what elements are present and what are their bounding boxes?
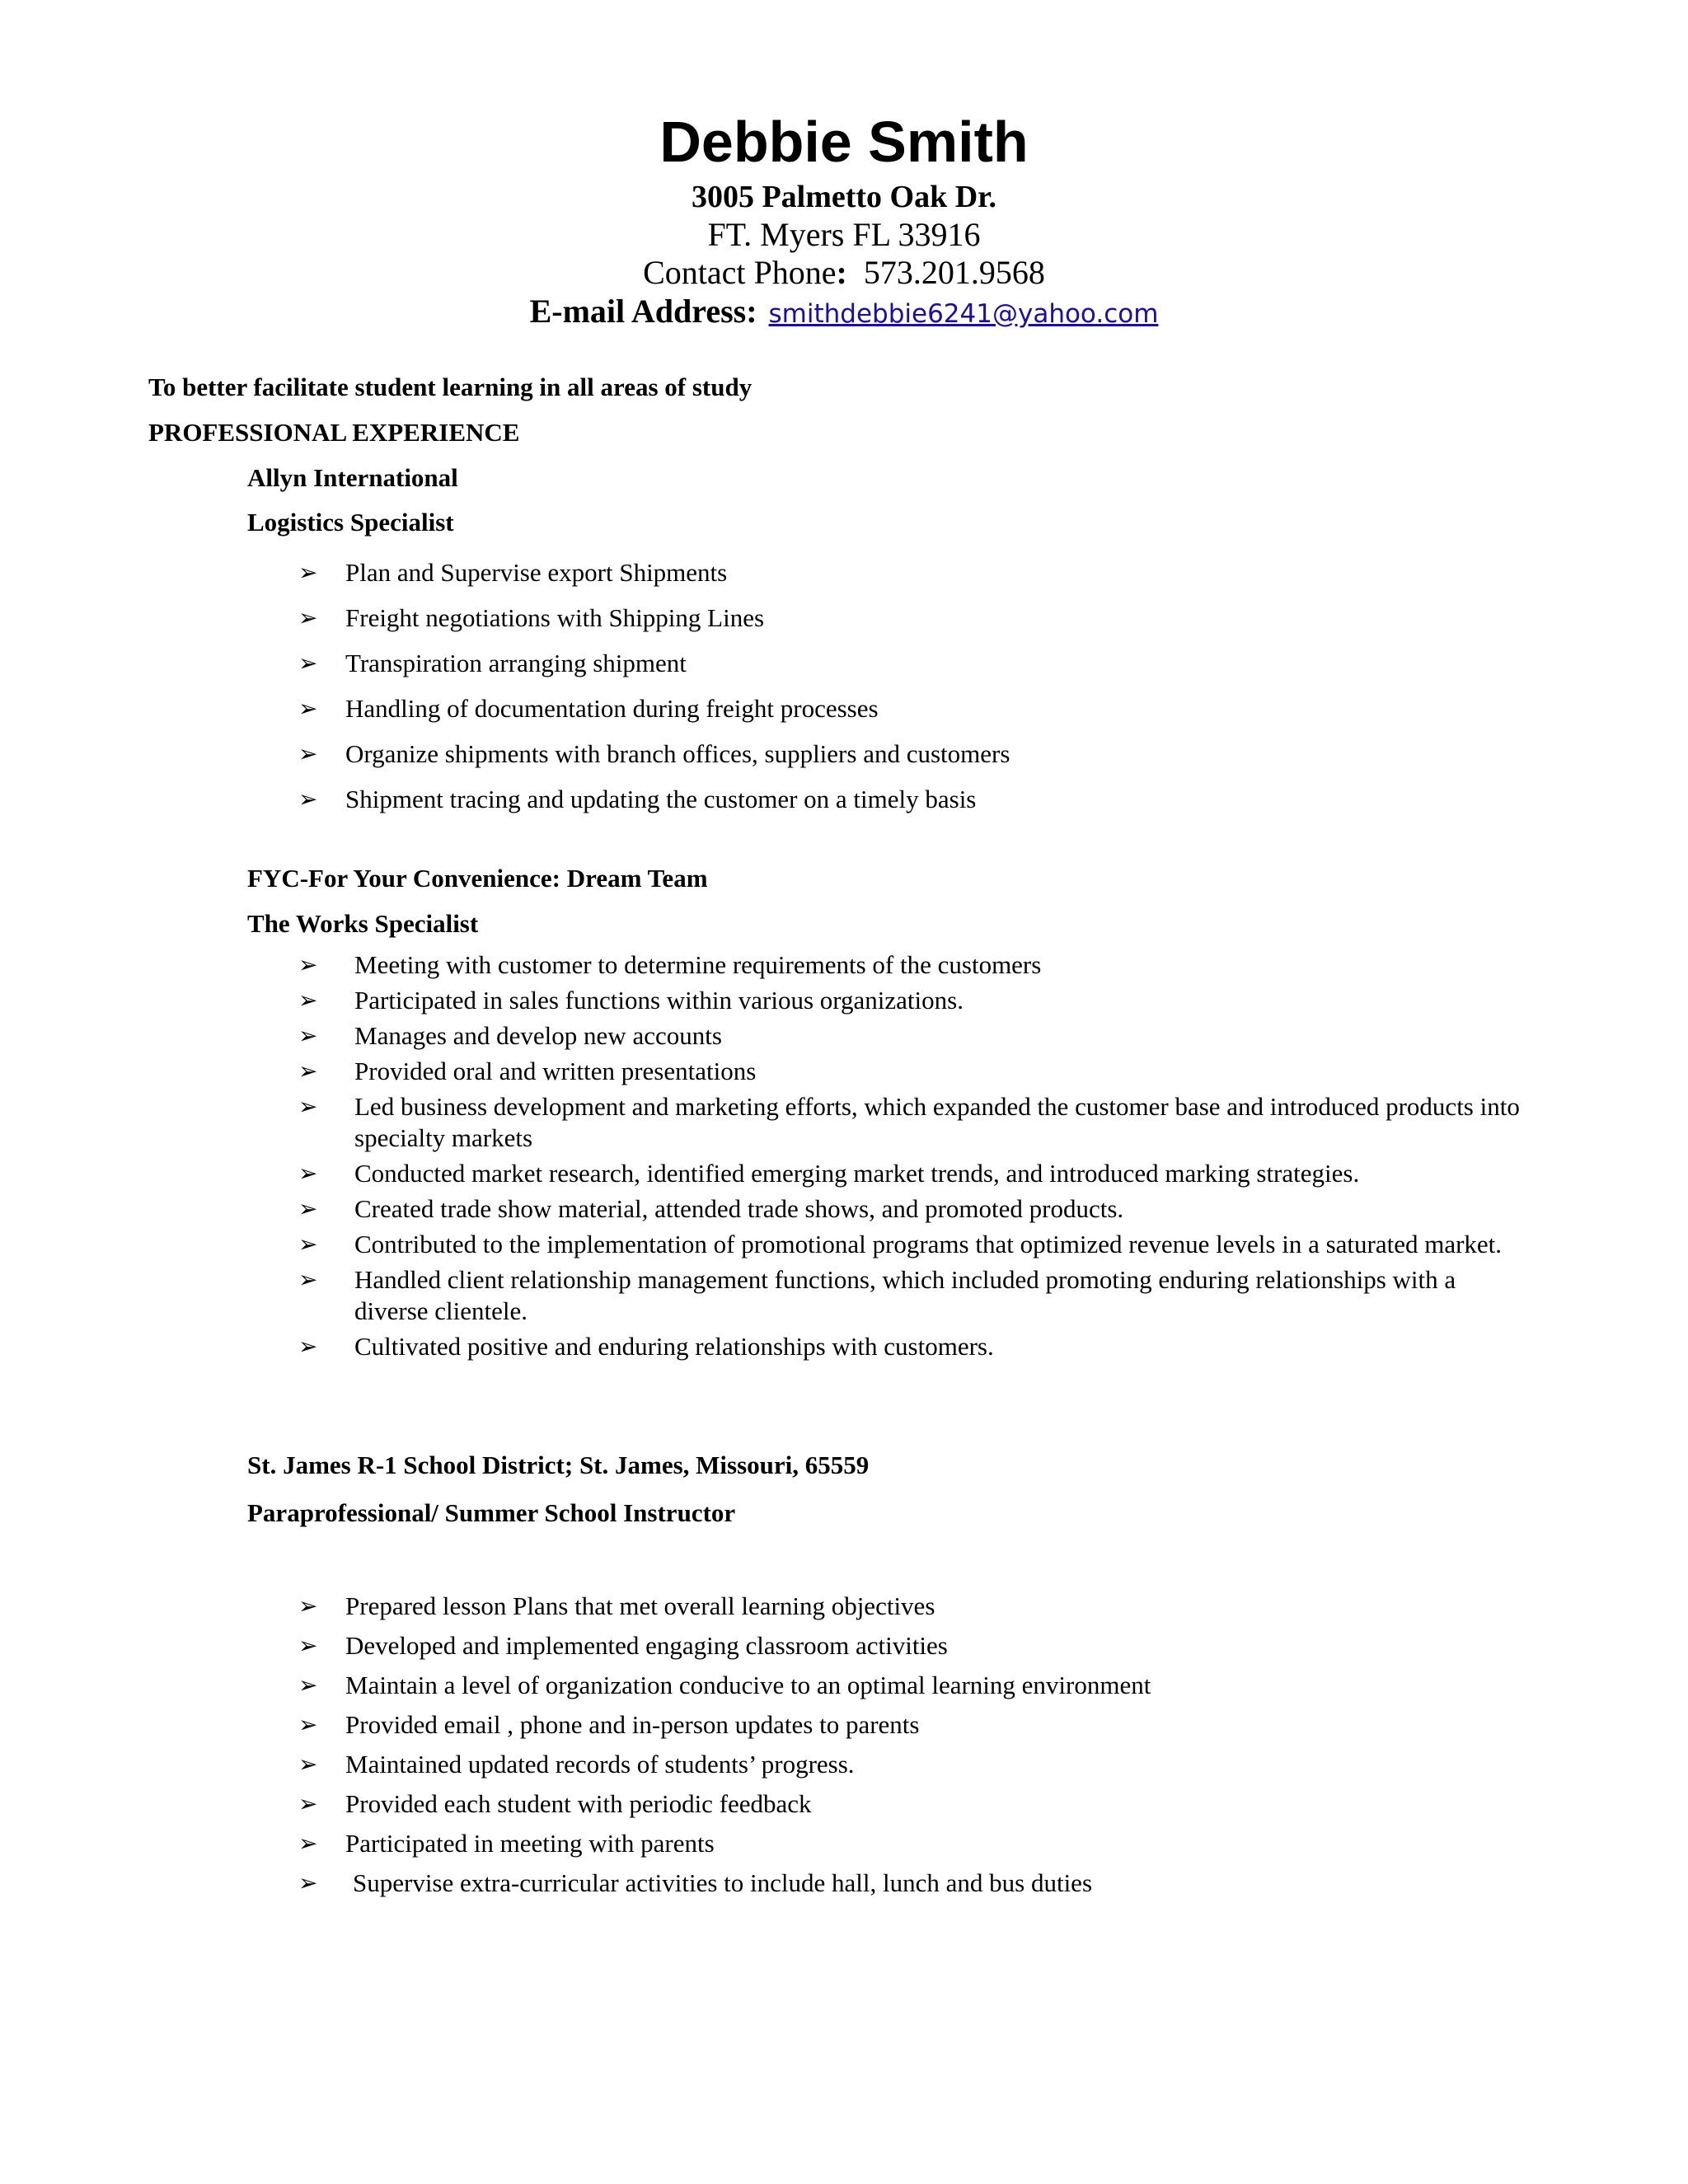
arrow-bullet-icon: ➢ (298, 1195, 318, 1222)
list-item: ➢ Participated in sales functions within various organizations. (298, 986, 964, 1015)
arrow-bullet-icon: ➢ (298, 695, 318, 722)
list-item: ➢ Maintain a level of organization conducive to an optimal learning environment (298, 1666, 1535, 1705)
arrow-bullet-icon: ➢ (298, 1750, 318, 1778)
arrow-bullet-icon: ➢ (298, 1333, 318, 1360)
objective-statement: To better facilitate student learning in all areas of study (148, 373, 753, 401)
job-role: Paraprofessional/ Summer School Instructor (247, 1498, 736, 1527)
job-company: St. James R-1 School District; St. James, Missouri, 65559 (247, 1451, 870, 1479)
list-item: ➢ Cultivated positive and enduring relationships with customers. (298, 1332, 994, 1361)
list-item: ➢ Transpiration arranging shipment (298, 640, 1535, 686)
list-item: ➢ Shipment tracing and updating the customer on a timely basis (298, 776, 1535, 822)
candidate-name: Debbie Smith (659, 110, 1029, 174)
job-role: Logistics Specialist (247, 508, 454, 537)
arrow-bullet-icon: ➢ (298, 604, 318, 631)
street-address: 3005 Palmetto Oak Dr. (691, 180, 997, 214)
list-item: ➢ Organize shipments with branch offices, suppliers and customers (298, 731, 1535, 776)
list-item: ➢ Provided email , phone and in-person updates to parents (298, 1705, 1535, 1745)
job-role: The Works Specialist (247, 909, 479, 938)
list-item: ➢ Developed and implemented engaging classroom activities (298, 1626, 1535, 1666)
arrow-bullet-icon: ➢ (298, 1711, 318, 1738)
list-item: ➢ Provided oral and written presentations (298, 1057, 757, 1085)
list-item: ➢ Maintained updated records of students’ progress. (298, 1745, 1535, 1784)
list-item: ➢ Created trade show material, attended trade shows, and promoted products. (298, 1194, 1124, 1223)
arrow-bullet-icon: ➢ (298, 1592, 318, 1619)
arrow-bullet-icon: ➢ (298, 740, 318, 767)
job-duties-list (298, 949, 1535, 1366)
city-state-zip: FT. Myers FL 33916 (707, 216, 981, 253)
resume-header (0, 105, 1688, 334)
arrow-bullet-icon: ➢ (298, 1671, 318, 1699)
arrow-bullet-icon: ➢ (298, 1266, 318, 1293)
job-company: Allyn International (247, 463, 458, 492)
list-item: ➢ Handling of documentation during freight processes (298, 686, 1535, 731)
arrow-bullet-icon: ➢ (298, 649, 318, 677)
arrow-bullet-icon: ➢ (298, 1160, 318, 1187)
arrow-bullet-icon: ➢ (298, 1022, 318, 1049)
arrow-bullet-icon: ➢ (298, 987, 318, 1014)
arrow-bullet-icon: ➢ (298, 1057, 318, 1085)
email-link[interactable]: smithdebbie6241@yahoo.com (768, 299, 1159, 329)
list-item: ➢ Freight negotiations with Shipping Lines (298, 595, 1535, 640)
list-item: ➢ Participated in meeting with parents (298, 1824, 1535, 1863)
list-item: ➢ Provided each student with periodic feedback (298, 1784, 1535, 1824)
list-item: ➢ Meeting with customer to determine requirements of the customers (298, 950, 1042, 979)
arrow-bullet-icon: ➢ (298, 1790, 318, 1817)
arrow-bullet-icon: ➢ (298, 785, 318, 813)
arrow-bullet-icon: ➢ (298, 951, 318, 978)
arrow-bullet-icon: ➢ (298, 1830, 318, 1857)
arrow-bullet-icon: ➢ (298, 1230, 318, 1258)
list-item: ➢ Contributed to the implementation of promotional programs that optimized revenue levels in a saturated market. (298, 1230, 1503, 1258)
list-item: ➢ Led business development and marketing efforts, which expanded the customer base and introduced products into specialty markets (298, 1092, 1520, 1152)
phone-label: Contact Phone (643, 254, 837, 291)
section-title-experience: PROFESSIONAL EXPERIENCE (148, 418, 520, 447)
list-item: ➢ Plan and Supervise export Shipments (298, 550, 1535, 595)
email-label: E-mail Address: (529, 293, 757, 330)
email-line (0, 292, 1688, 334)
job-duties-list (298, 1586, 1535, 1903)
arrow-bullet-icon: ➢ (298, 1869, 318, 1896)
list-item: ➢ Manages and develop new accounts (298, 1021, 722, 1050)
phone-colon: : (836, 254, 847, 291)
phone-number: 573.201.9568 (863, 254, 1045, 291)
contact-phone (0, 254, 1688, 292)
arrow-bullet-icon: ➢ (298, 1093, 318, 1120)
arrow-bullet-icon: ➢ (298, 559, 318, 586)
list-item: ➢ Conducted market research, identified emerging market trends, and introduced marking strategies. (298, 1159, 1360, 1188)
list-item: ➢ Prepared lesson Plans that met overall learning objectives (298, 1586, 1535, 1626)
list-item: ➢ Handled client relationship management functions, which included promoting enduring relationships with a diverse clientele. (298, 1265, 1456, 1325)
list-item: ➢ Supervise extra-curricular activities to include hall, lunch and bus duties (298, 1863, 1535, 1903)
arrow-bullet-icon: ➢ (298, 1632, 318, 1659)
job-duties-list (298, 550, 1535, 822)
job-company: FYC-For Your Convenience: Dream Team (247, 864, 708, 893)
